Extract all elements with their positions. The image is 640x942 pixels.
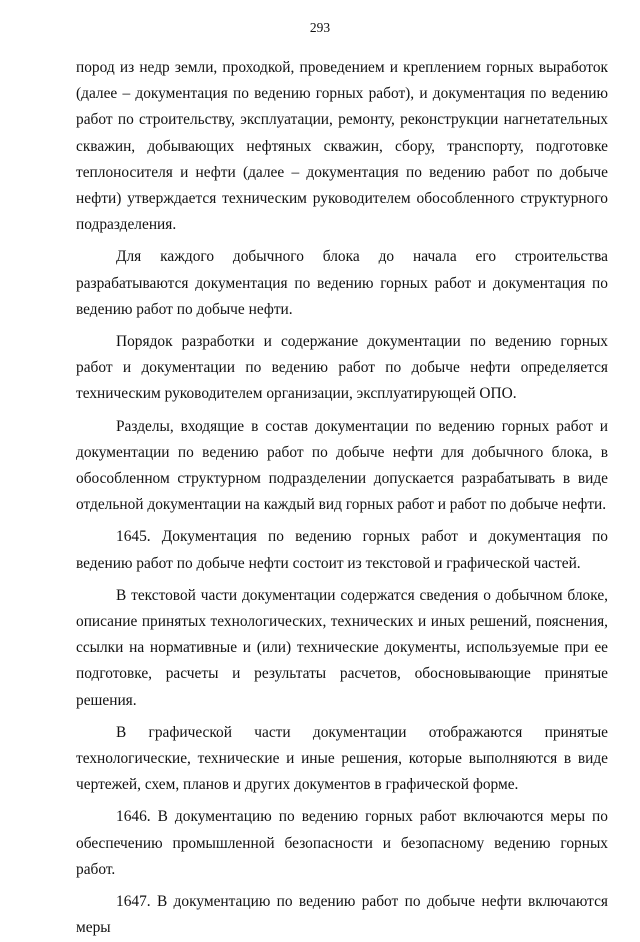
paragraph-1646: 1646. В документацию по ведению горных работ включаются меры по обеспечению промышленной безопасности и безопасному ведению горных работ. xyxy=(76,808,608,878)
paragraph-sections: Разделы, входящие в состав документации по ведению горных работ и документации по ведению работ по добыче нефти для добычного блока, в обособленном структурном подразделении допускается разрабатывать в виде отдельной документации на каждый вид горных работ и работ по добыче нефти. xyxy=(76,417,608,514)
paragraph-text-part: В текстовой части документации содержатся сведения о добычном блоке, описание принятых технологических, технических и иных решений, пояснения, ссылки на нормативные и (или) технические документы, используемые при ее подготовке, расчеты и результаты расчетов, обосновывающие принятые решения. xyxy=(76,586,608,709)
paragraph-block-documentation: Для каждого добычного блока до начала его строительства разрабатываются документация по ведению горных работ и документация по ведению работ по добыче нефти. xyxy=(76,248,608,318)
body-text xyxy=(76,55,608,942)
paragraph-1645: 1645. Документация по ведению горных работ и документация по ведению работ по добыче нефти состоит из текстовой и графической частей. xyxy=(76,528,608,572)
page-number: 293 xyxy=(309,20,331,35)
paragraph-development-order: Порядок разработки и содержание документации по ведению горных работ и документации по ведению работ по добыче нефти определяется техническим руководителем организации, эксплуатирующей ОПО. xyxy=(76,333,608,403)
paragraph-1647: 1647. В документацию по ведению работ по добыче нефти включаются меры xyxy=(76,893,608,937)
paragraph-continuation: пород из недр земли, проходкой, проведением и креплением горных выработок (далее – документация по ведению горных работ), и документация по ведению работ по строительству, эксплуатации, ремонту, реконструкции нагнетательных скважин, добывающих нефтяных скважин, сбору, транспорту, подготовке теплоносителя и нефти (далее – документация по ведению работ по добыче нефти) утверждается техническим руководителем обособленного структурного подразделения. xyxy=(76,59,608,234)
paragraph-graphic-part: В графической части документации отображаются принятые технологические, технические и иные решения, которые выполняются в виде чертежей, схем, планов и других документов в графической форме. xyxy=(76,723,608,794)
